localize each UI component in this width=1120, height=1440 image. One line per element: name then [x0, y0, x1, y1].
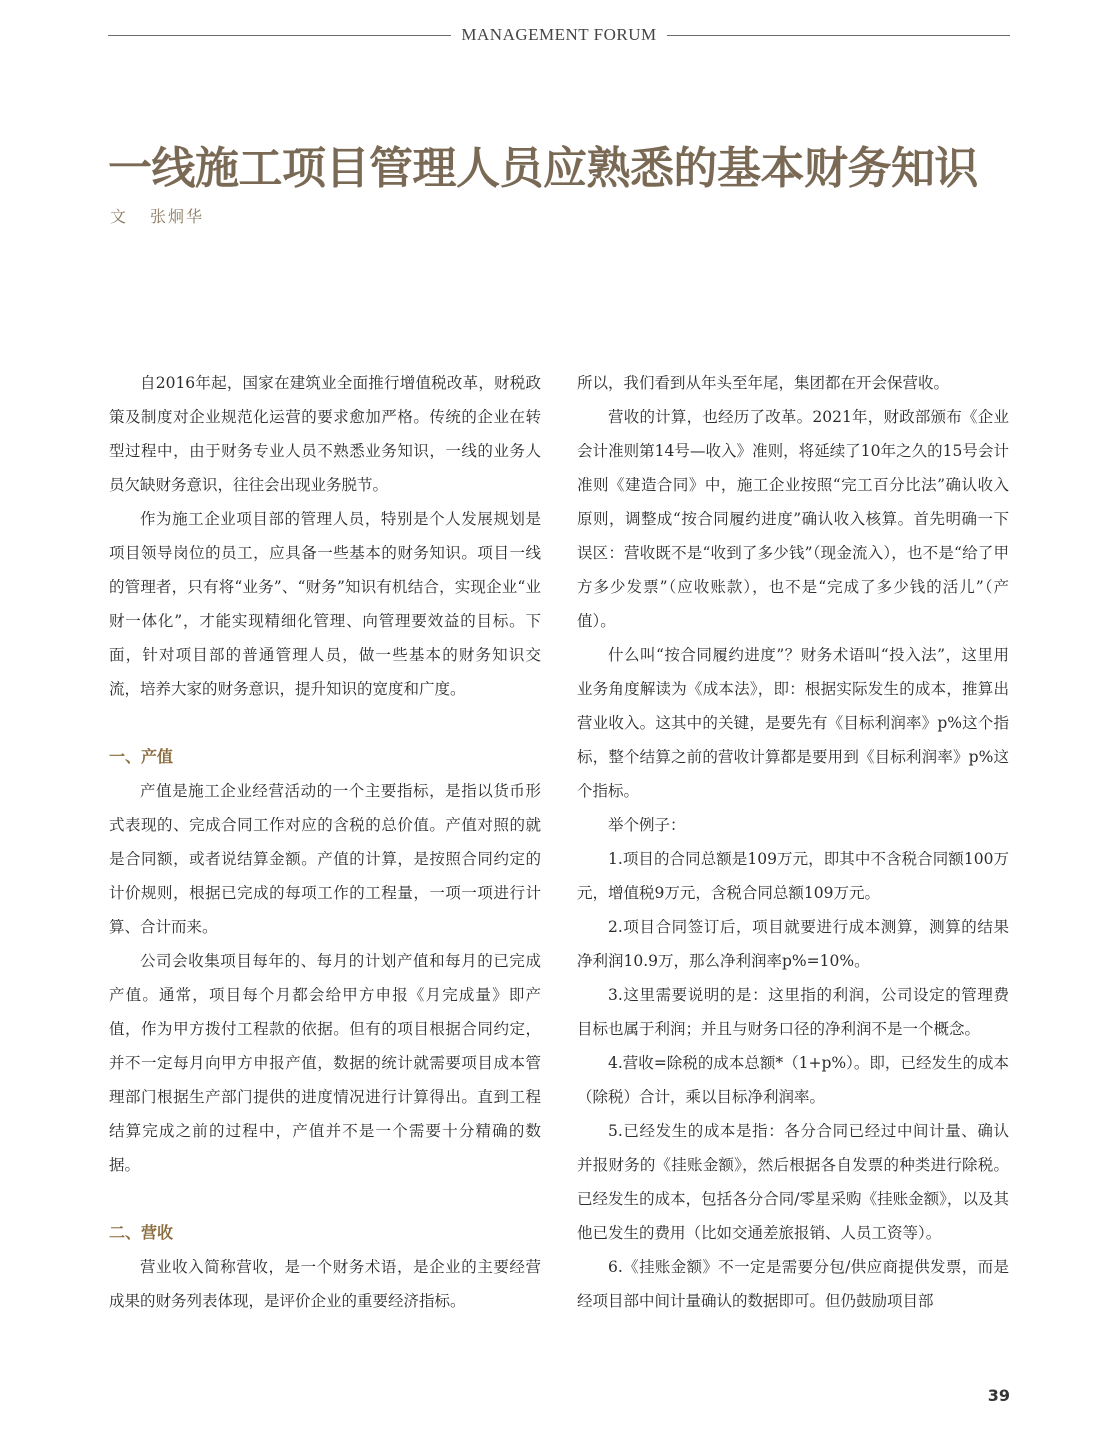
list-item: 6.《挂账金额》不一定是需要分包/供应商提供发票，而是经项目部中间计量确认的数据即可。但仍鼓励项目部 — [577, 1258, 1009, 1310]
paragraph: 营业收入简称营收，是一个财务术语，是企业的主要经营成果的财务列表体现，是评价企业的重要经济指标。 — [109, 1258, 541, 1310]
list-item: 5.已经发生的成本是指：各分合同已经过中间计量、确认并报财务的《挂账金额》，然后根据各自发票的种类进行除税。已经发生的成本，包括各分合同/零星采购《挂账金额》，以及其他已发生的费用（比如交通差旅报销、人员工资等）。 — [577, 1122, 1009, 1242]
section-heading-output-value: 一、产值 — [109, 747, 174, 766]
byline-prefix: 文 — [110, 207, 129, 226]
list-item: 1.项目的合同总额是109万元，即其中不含税合同额100万元，增值税9万元，含税合同总额109万元。 — [577, 850, 1009, 902]
paragraph: 公司会收集项目每年的、每月的计划产值和每月的已完成产值。通常，项目每个月都会给甲方申报《月完成量》即产值，作为甲方拨付工程款的依据。但有的项目根据合同约定，并不一定每月向甲方申报产值，数据的统计就需要项目成本管理部门根据生产部门提供的进度情况进行计算得出。直到工程结算完成之前的过程中，产值并不是一个需要十分精确的数据。 — [109, 952, 541, 1174]
paragraph: 产值是施工企业经营活动的一个主要指标，是指以货币形式表现的、完成合同工作对应的含税的总价值。产值对照的就是合同额，或者说结算金额。产值的计算，是按照合同约定的计价规则，根据已完成的每项工作的工程量，一项一项进行计算、合计而来。 — [109, 782, 541, 936]
left-column — [109, 366, 541, 1318]
list-item: 4.营收=除税的成本总额*（1+p%）。即，已经发生的成本（除税）合计，乘以目标净利润率。 — [577, 1054, 1009, 1106]
paragraph-continued: 所以，我们看到从年头至年尾，集团都在开会保营收。 — [577, 374, 950, 392]
list-item: 3.这里需要说明的是：这里指的利润，公司设定的管理费目标也属于利润；并且与财务口径的净利润不是一个概念。 — [577, 986, 1009, 1038]
page-number: 39 — [987, 1386, 1010, 1405]
header-rule-right — [667, 35, 1010, 36]
author-name: 张炯华 — [150, 207, 205, 226]
paragraph: 举个例子： — [608, 816, 686, 834]
right-column — [577, 366, 1009, 1318]
byline — [110, 204, 204, 227]
paragraph: 什么叫“按合同履约进度”？财务术语叫“投入法”，这里用业务角度解读为《成本法》，即：根据实际发生的成本，推算出营业收入。这其中的关键，是要先有《目标利润率》p%这个指标，整个结算之前的营收计算都是要用到《目标利润率》p%这个指标。 — [577, 646, 1009, 800]
section-heading-revenue: 二、营收 — [109, 1223, 174, 1242]
paragraph: 作为施工企业项目部的管理人员，特别是个人发展规划是项目领导岗位的员工，应具备一些基本的财务知识。项目一线的管理者，只有将“业务”、“财务”知识有机结合，实现企业“业财一体化”，才能实现精细化管理、向管理要效益的目标。下面，针对项目部的普通管理人员，做一些基本的财务知识交流，培养大家的财务意识，提升知识的宽度和广度。 — [109, 510, 541, 698]
running-header — [108, 22, 1010, 48]
article-title: 一线施工项目管理人员应熟悉的基本财务知识 — [108, 143, 978, 194]
list-item: 2.项目合同签订后，项目就要进行成本测算，测算的结果净利润10.9万，那么净利润率p%=10%。 — [577, 918, 1009, 970]
paragraph: 营收的计算，也经历了改革。2021年，财政部颁布《企业会计准则第14号—收入》准则，将延续了10年之久的15号会计准则《建造合同》中，施工企业按照“完工百分比法”确认收入原则，调整成“按合同履约进度”确认收入核算。首先明确一下误区：营收既不是“收到了多少钱”（现金流入），也不是“给了甲方多少发票”（应收账款），也不是“完成了多少钱的活儿”（产值）。 — [577, 408, 1009, 630]
header-rule-left — [108, 35, 451, 36]
paragraph: 自2016年起，国家在建筑业全面推行增值税改革，财税政策及制度对企业规范化运营的要求愈加严格。传统的企业在转型过程中，由于财务专业人员不熟悉业务知识，一线的业务人员欠缺财务意识，往往会出现业务脱节。 — [109, 374, 541, 494]
journal-section-label: MANAGEMENT FORUM — [461, 25, 657, 44]
